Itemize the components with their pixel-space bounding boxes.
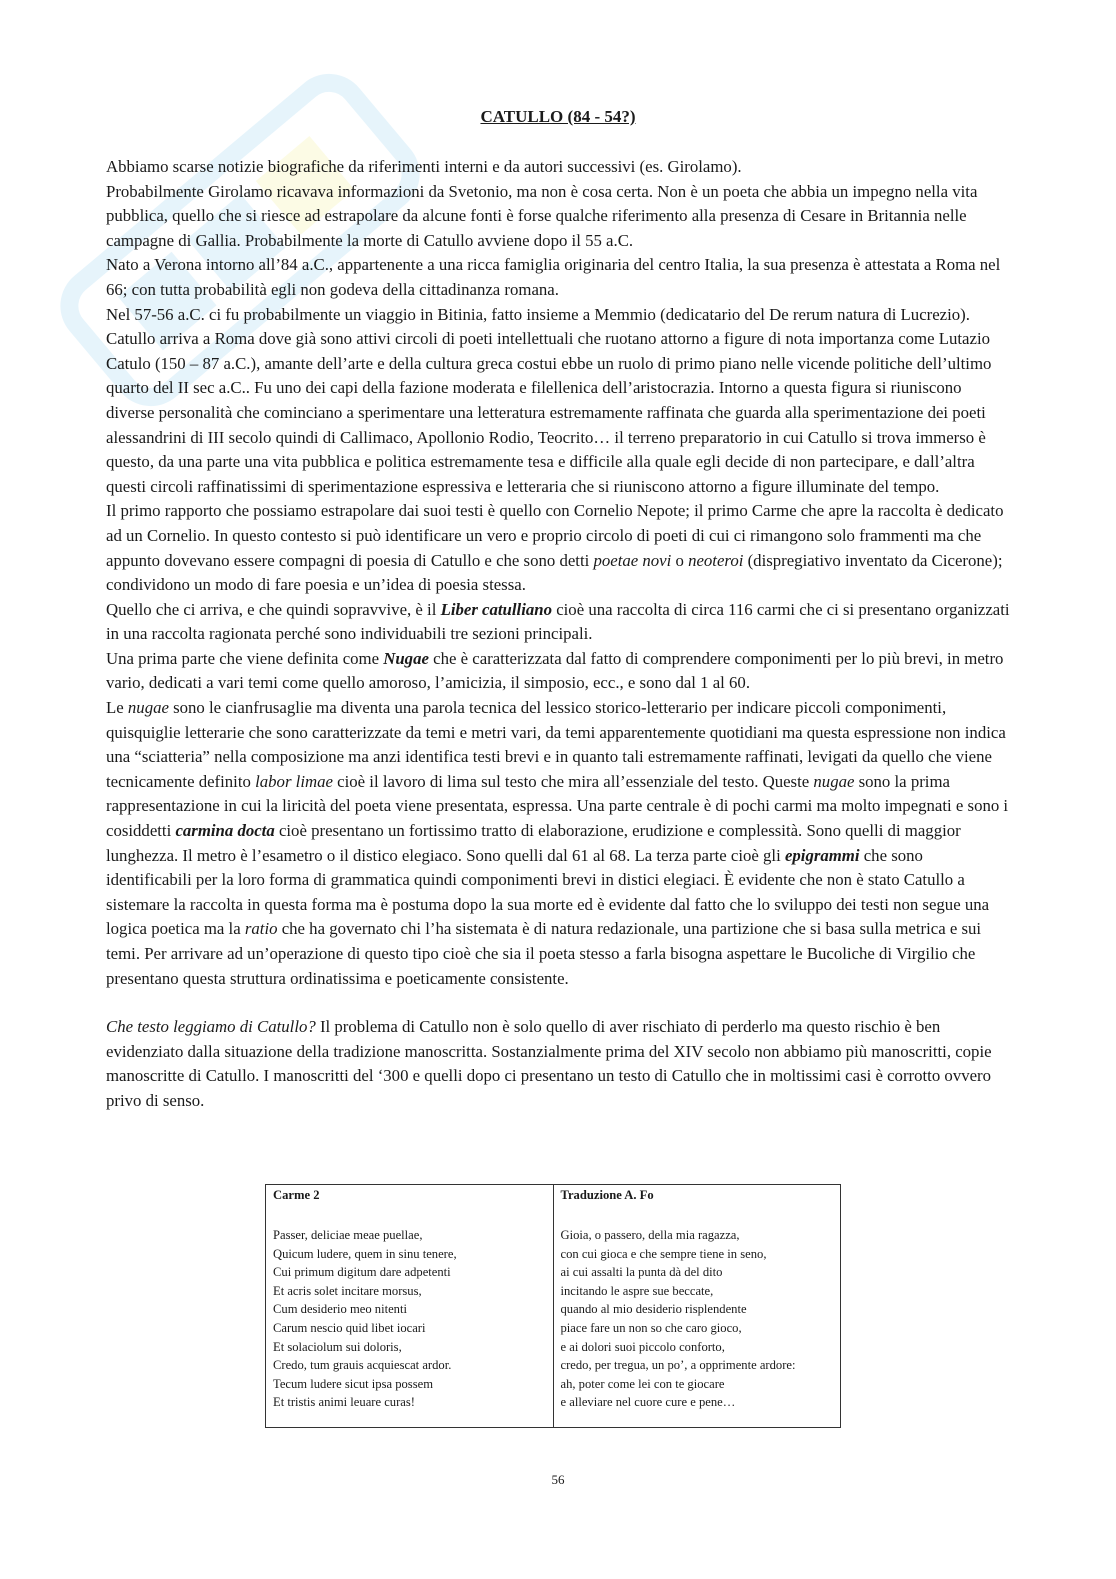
poem-latin-column <box>266 1185 553 1427</box>
poem-latin-header: Carme 2 <box>273 1188 320 1202</box>
page-number: 56 <box>551 1472 565 1487</box>
poem-table <box>265 1184 841 1428</box>
question-heading: Che testo leggiamo di Catullo? <box>106 1017 316 1037</box>
term-carmina-docta: carmina docta <box>175 821 275 841</box>
poem-line: Cui primum digitum dare adpetenti <box>273 1265 451 1280</box>
paragraph: Nel 57-56 a.C. ci fu probabilmente un viaggio in Bitinia, fatto insieme a Memmio (dedicatario del De rerum natura di Lucrezio). Catullo arriva a Roma dove già sono attivi circoli di poeti intellettuali che ruotano attorno a figure di nota importanza come Lutazio Catulo (150 – 87 a.C.), amante dell’arte e della cultura greca costui ebbe un ruolo di primo piano nelle vicende politiche dell’ultimo quarto del II sec a.C.. Fu uno dei capi della fazione moderata e filellenica dell’aristocrazia. Intorno a questa figura si riuniscono diverse personalità che cominciano a sperimentare una letteratura estremamente raffinata che guarda alla sperimentazione dei poeti alessandrini di III secolo quindi di Callimaco, Apollonio Rodio, Teocrito… il terreno preparatorio in cui Catullo si trova immerso è questo, da una parte una vita pubblica e politica estremamente tesa e difficile alla quale egli decide di non partecipare, e dall’altra questi circoli raffinatissimi di sperimentazione espressiva e letteraria che si riuniscono attorno a figure illuminate del tempo. <box>106 304 992 496</box>
poem-line: Et solaciolum sui doloris, <box>273 1339 402 1354</box>
term-neoteroi: neoteroi <box>688 550 744 570</box>
poem-line: Cum desiderio meo nitenti <box>273 1302 407 1317</box>
term-liber-catulliano: Liber catulliano <box>440 599 552 619</box>
poem-line: piace fare un non so che caro gioco, <box>560 1320 742 1335</box>
poem-line: Et tristis animi leuare curas! <box>273 1395 415 1410</box>
poem-line: Passer, deliciae meae puellae, <box>273 1228 423 1242</box>
poem-line: credo, per tregua, un po’, a opprimente ardore: <box>560 1358 796 1373</box>
poem-translation-column <box>553 1185 841 1427</box>
paragraph: Quello che ci arriva, e che quindi sopravvive, è il Liber catulliano cioè una raccolta di circa 116 carmi che ci si presentano organizzati in una raccolta ragionata perché sono individuabili tre sezioni principali. <box>106 599 1010 644</box>
poem-translation-header: Traduzione A. Fo <box>560 1188 654 1202</box>
paragraph: Il primo rapporto che possiamo estrapolare dai suoi testi è quello con Cornelio Nepote; il primo Carme che apre la raccolta è dedicato ad un Cornelio. In questo contesto si può identificare un vero e proprio circolo di poeti di cui ci rimangono solo frammenti ma che appunto dovevano essere compagni di poesia di Catullo e che sono detti poetae novi o neoteroi (dispregiativo inventato da Cicerone); condividono un modo di fare poesia e un’idea di poesia stessa. <box>106 501 1004 595</box>
poem-line: e ai dolori suoi piccolo conforto, <box>560 1339 725 1354</box>
term-epigrammi: epigrammi <box>784 845 860 865</box>
poem-line: e alleviare nel cuore cure e pene… <box>560 1395 736 1410</box>
page-title: CATULLO (84 - 54?) <box>480 107 636 126</box>
poem-line: ai cui assalti la punta dà del dito <box>560 1265 723 1280</box>
term-nugae: Nugae <box>383 648 429 668</box>
poem-line: Credo, tum grauis acquiescat ardor. <box>273 1358 452 1373</box>
poem-line: ah, poter come lei con te giocare <box>560 1376 725 1391</box>
poem-line: incitando le aspre sue beccate, <box>560 1283 714 1298</box>
paragraph: Una prima parte che viene definita come Nugae che è caratterizzata dal fatto di comprendere componimenti per lo più brevi, in metro vario, dedicati a vari temi come quello amoroso, l’amicizia, il simposio, ecc., e sono dal 1 al 60. <box>106 648 1004 693</box>
poem-line: Quicum ludere, quem in sinu tenere, <box>273 1246 457 1261</box>
poem-line: Gioia, o passero, della mia ragazza, <box>560 1228 740 1242</box>
term-poetae-novi: poetae novi <box>593 550 672 570</box>
body-text <box>106 155 1012 1114</box>
paragraph: Abbiamo scarse notizie biografiche da riferimenti interni e da autori successivi (es. Girolamo). <box>106 157 742 176</box>
paragraph: Nato a Verona intorno all’84 a.C., appartenente a una ricca famiglia originaria del centro Italia, la sua presenza è attestata a Roma nel 66; con tutta probabilità egli non godeva della cittadinanza romana. <box>106 255 1001 299</box>
poem-line: Tecum ludere sicut ipsa possem <box>273 1376 433 1391</box>
paragraph: Probabilmente Girolamo ricavava informazioni da Svetonio, ma non è cosa certa. Non è un poeta che abbia un impegno nella vita pubblica, quello che si riesce ad estrapolare da alcune fonti è forse qualche riferimento alla presenza di Cesare in Britannia nelle campagne di Gallia. Probabilmente la morte di Catullo avviene dopo il 55 a.C. <box>106 181 978 250</box>
poem-line: con cui gioca e che sempre tiene in seno, <box>560 1246 767 1261</box>
poem-line: Et acris solet incitare morsus, <box>273 1283 422 1298</box>
poem-line: Carum nescio quid libet iocari <box>273 1320 426 1335</box>
paragraph: Che testo leggiamo di Catullo? Il problema di Catullo non è solo quello di aver rischiato di perderlo ma questo rischio è ben evidenziato dalla situazione della tradizione manoscritta. Sostanzialmente prima del XIV secolo non abbiamo più manoscritti, copie manoscritte di Catullo. I manoscritti del ‘300 e quelli dopo ci presentano un testo di Catullo che in moltissimi casi è corrotto ovvero privo di senso. <box>106 1017 992 1110</box>
paragraph: Le nugae sono le cianfrusaglie ma diventa una parola tecnica del lessico storico-letterario per indicare piccoli componimenti, quisquiglie letterarie che sono caratterizzate da temi e metri vari, da temi apparentemente quotidiani ma questa espressione non indica una “sciatteria” nella composizione ma anzi identifica testi brevi e in quanto tali estremamente raffinati, levigati da quello che viene tecnicamente definito labor limae cioè il lavoro di lima sul testo che mira all’essenziale del testo. Queste nugae sono la prima rappresentazione in cui la liricità del poeta viene presentata, espressa. Una parte centrale è di pochi carmi ma molto impegnati e sono i cosiddetti carmina docta cioè presentano un fortissimo tratto di elaborazione, erudizione e complessità. Sono quelli di maggior lunghezza. Il metro è l’esametro o il distico elegiaco. Sono quelli dal 61 al 68. La terza parte cioè gli epigrammi che sono identificabili per la loro forma di grammatica quindi componimenti brevi in distici elegiaci. È evidente che non è stato Catullo a sistemare la raccolta in questa forma ma è postuma dopo la sua morte ed è evidente dal fatto che lo sviluppo dei testi non segue una logica poetica ma la ratio che ha governato chi l’ha sistemata è di natura redazionale, una partizione che si basa sulla metrica e sui temi. Per arrivare ad un’operazione di questo tipo cioè che sia il poeta stesso a farla bisogna aspettare le Bucoliche di Virgilio che presentano questa struttura ordinatissima e poeticamente consistente. <box>106 698 1009 988</box>
poem-line: quando al mio desiderio risplendente <box>560 1302 747 1317</box>
